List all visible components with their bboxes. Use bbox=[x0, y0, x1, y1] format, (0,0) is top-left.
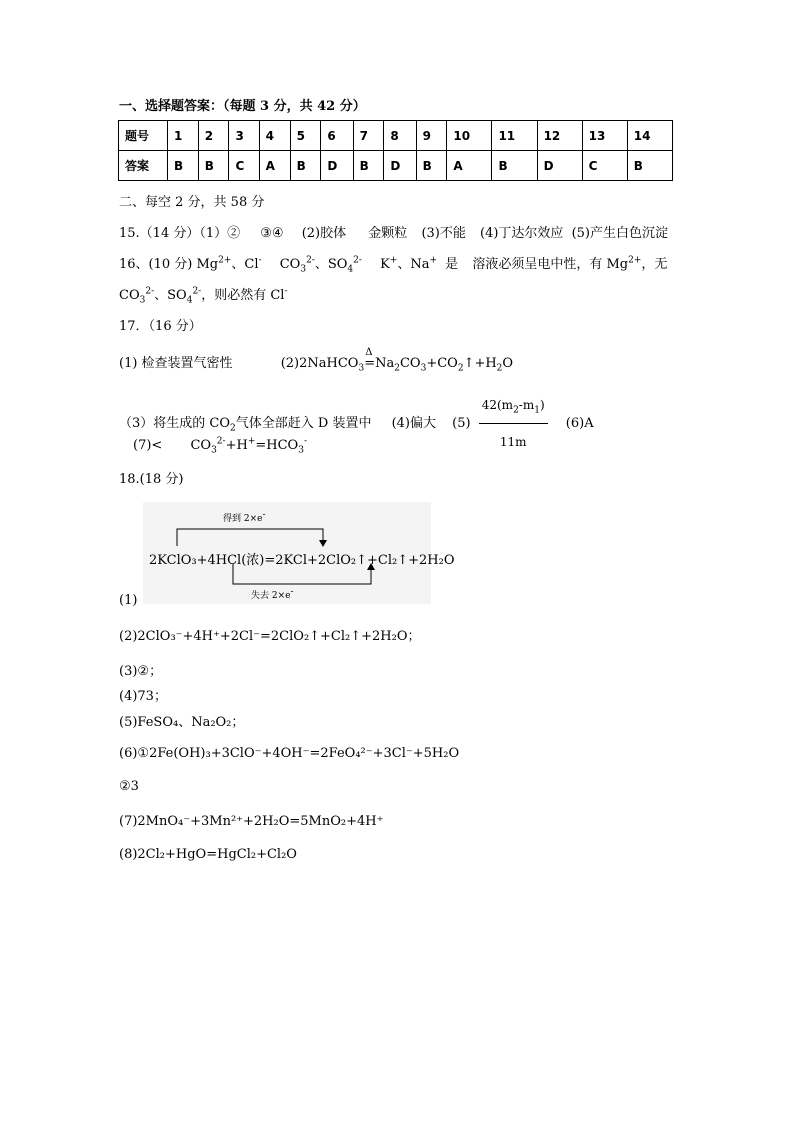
q17-part: 气体全部赶入 D 装置中 bbox=[235, 416, 372, 431]
q15-answer: (5)产生白色沉淀 bbox=[571, 226, 668, 241]
table-cell: 11 bbox=[492, 121, 537, 151]
q16-sup: 2- bbox=[145, 286, 155, 297]
q15-line bbox=[119, 226, 668, 242]
q16-line-2 bbox=[119, 288, 288, 304]
q17-sub: 2 bbox=[230, 423, 236, 434]
q17-sub: 3 bbox=[298, 445, 304, 456]
q16-text: CO bbox=[279, 257, 301, 272]
q15-answer: (2)胶体 bbox=[301, 226, 347, 241]
q17-line-3 bbox=[133, 438, 307, 454]
q17-sup: - bbox=[303, 436, 307, 447]
q17-part: （3）将生成的 CO bbox=[119, 416, 231, 431]
q16-sup: + bbox=[429, 255, 438, 266]
q17-part: CO bbox=[190, 438, 212, 453]
table-cell: 7 bbox=[353, 121, 384, 151]
q16-text: ，无 bbox=[641, 257, 668, 272]
table-cell: C bbox=[582, 151, 627, 181]
frac-text: ) bbox=[539, 398, 545, 412]
table-cell: 14 bbox=[627, 121, 672, 151]
q16-text: ，则必然有 Cl bbox=[201, 288, 285, 303]
q18-part-8: (8)2Cl₂+HgO=HgCl₂+Cl₂O bbox=[119, 847, 297, 862]
table-cell: B bbox=[627, 151, 672, 181]
q17-head: 17．（16 分） bbox=[119, 319, 202, 334]
q17-sub: 2 bbox=[496, 363, 503, 374]
table-cell: B bbox=[198, 151, 229, 181]
q16-sup: - bbox=[258, 255, 262, 266]
loss-label-text: 失去 2×e bbox=[251, 591, 291, 601]
q18-part-5: (5)FeSO₄、Na₂O₂； bbox=[119, 715, 245, 730]
q17-part: =HCO bbox=[255, 438, 299, 453]
q16-sub: 4 bbox=[186, 295, 193, 306]
q17-sub: 2 bbox=[457, 363, 464, 374]
loss-label-sup: - bbox=[290, 587, 294, 597]
redox-equation: 2KClO₃+4HCl(浓)=2KCl+2ClO₂↑+Cl₂↑+2H₂O bbox=[149, 553, 455, 568]
table-cell: B bbox=[168, 151, 199, 181]
fraction bbox=[479, 388, 548, 459]
table-cell: 12 bbox=[537, 121, 582, 151]
table-cell: D bbox=[537, 151, 582, 181]
table-cell: B bbox=[353, 151, 384, 181]
redox-diagram bbox=[143, 502, 455, 604]
q16-sup: 2+ bbox=[628, 255, 642, 266]
frac-text: 42(m bbox=[481, 398, 514, 412]
table-row-numbers bbox=[119, 121, 673, 151]
q16-sup: + bbox=[389, 255, 398, 266]
q17-part: (2)2NaHCO bbox=[280, 356, 359, 371]
table-cell: 9 bbox=[416, 121, 447, 151]
q15-answer: ③④ bbox=[260, 226, 284, 241]
q17-sub: 3 bbox=[211, 445, 217, 456]
table-cell: 13 bbox=[582, 121, 627, 151]
q17-part: =Na bbox=[364, 356, 395, 371]
table-row-answers bbox=[119, 151, 673, 181]
q15-head: 15.（14 分）（1）② bbox=[119, 226, 241, 241]
gain-arrowhead bbox=[319, 540, 327, 547]
q17-sub: 3 bbox=[358, 363, 365, 374]
q18-part-7: (7)2MnO₄⁻+3Mn²⁺+2H₂O=5MnO₂+4H⁺ bbox=[119, 814, 384, 829]
table-cell: 10 bbox=[447, 121, 492, 151]
q17-sup: 2- bbox=[216, 436, 226, 447]
fraction-numerator bbox=[479, 388, 548, 424]
q16-sub: 3 bbox=[300, 264, 307, 275]
q17-part: CO bbox=[399, 356, 421, 371]
q16-sup: 2- bbox=[306, 255, 315, 266]
heat-equals-sign bbox=[364, 347, 395, 372]
table-cell: D bbox=[384, 151, 416, 181]
q16-sub: 4 bbox=[347, 264, 354, 275]
table-cell: 6 bbox=[321, 121, 353, 151]
q18-part-1: (1) bbox=[119, 593, 138, 608]
q17-part: ↑+H bbox=[463, 356, 497, 371]
q15-answer: 金颗粒 bbox=[368, 226, 408, 241]
table-cell: A bbox=[259, 151, 290, 181]
table-cell: B bbox=[290, 151, 321, 181]
q17-part: +CO bbox=[426, 356, 458, 371]
answer-table bbox=[118, 120, 673, 181]
table-cell: 3 bbox=[229, 121, 259, 151]
q15-answer: (3)不能 bbox=[421, 226, 466, 241]
q16-sup: 2- bbox=[192, 286, 202, 297]
q18-head: 18.(18 分) bbox=[119, 472, 184, 487]
q16-text: 、SO bbox=[314, 257, 348, 272]
q17-part: (6)A bbox=[565, 416, 594, 431]
frac-sub: 1 bbox=[534, 405, 540, 416]
table-cell: B bbox=[416, 151, 447, 181]
q16-sup: 2+ bbox=[218, 255, 232, 266]
q16-sup: 2- bbox=[353, 255, 362, 266]
q17-part: (7)< bbox=[133, 438, 163, 453]
q16-text: 16、(10 分) Mg bbox=[119, 257, 219, 272]
table-cell: 1 bbox=[168, 121, 199, 151]
q16-text: 、SO bbox=[154, 288, 187, 303]
section1-title: 一、选择题答案：（每题 3 分，共 42 分） bbox=[119, 99, 366, 114]
q18-part-3: (3)②； bbox=[119, 664, 163, 679]
q18-part-4: (4)73； bbox=[119, 689, 167, 704]
q16-sup: - bbox=[284, 286, 288, 297]
gain-bracket bbox=[177, 529, 323, 546]
gain-label bbox=[223, 511, 266, 524]
q16-text: 、Cl bbox=[231, 257, 259, 272]
q15-answer: (4)丁达尔效应 bbox=[480, 226, 564, 241]
q17-part: (1) 检查装置气密性 bbox=[119, 356, 233, 371]
table-cell: C bbox=[229, 151, 259, 181]
q17-part: O bbox=[502, 356, 514, 371]
gain-label-sup: - bbox=[262, 510, 266, 520]
q18-part-6b: ②3 bbox=[119, 779, 139, 794]
fraction-denominator: 11m bbox=[499, 435, 527, 449]
table-cell: 2 bbox=[198, 121, 229, 151]
q17-part: (5) bbox=[452, 416, 471, 431]
section2-title: 二、每空 2 分，共 58 分 bbox=[119, 195, 265, 210]
frac-sub: 2 bbox=[513, 405, 519, 416]
loss-label bbox=[251, 588, 294, 601]
table-cell: A bbox=[447, 151, 492, 181]
q16-text: 溶液必须呈电中性，有 Mg bbox=[472, 257, 629, 272]
row-label-answers: 答案 bbox=[119, 151, 168, 181]
table-cell: 4 bbox=[259, 121, 290, 151]
frac-text: -m bbox=[518, 398, 535, 412]
q17-sub: 2 bbox=[394, 363, 400, 374]
q17-part: +H bbox=[225, 438, 248, 453]
gain-label-text: 得到 2×e bbox=[223, 514, 263, 524]
q18-part-2: (2)2ClO₃⁻+4H⁺+2Cl⁻=2ClO₂↑+Cl₂↑+2H₂O； bbox=[119, 629, 421, 644]
table-cell: D bbox=[321, 151, 353, 181]
q16-text: 、Na bbox=[397, 257, 430, 272]
q16-text: CO bbox=[119, 288, 140, 303]
q17-part: (4)偏大 bbox=[391, 416, 437, 431]
table-cell: 8 bbox=[384, 121, 416, 151]
q16-text: K bbox=[380, 257, 390, 272]
q16-text: 是 bbox=[445, 257, 459, 272]
q18-part-6: (6)①2Fe(OH)₃+3ClO⁻+4OH⁻=2FeO₄²⁻+3Cl⁻+5H₂O bbox=[119, 746, 460, 761]
table-cell: B bbox=[492, 151, 537, 181]
q17-sup: + bbox=[247, 436, 256, 447]
q16-line-1 bbox=[119, 257, 667, 273]
row-label-numbers: 题号 bbox=[119, 121, 168, 151]
q17-sub: 3 bbox=[420, 363, 427, 374]
delta-symbol: Δ bbox=[365, 347, 373, 358]
q17-line-1 bbox=[119, 347, 514, 374]
q16-sub: 3 bbox=[139, 295, 146, 306]
table-cell: 5 bbox=[290, 121, 321, 151]
